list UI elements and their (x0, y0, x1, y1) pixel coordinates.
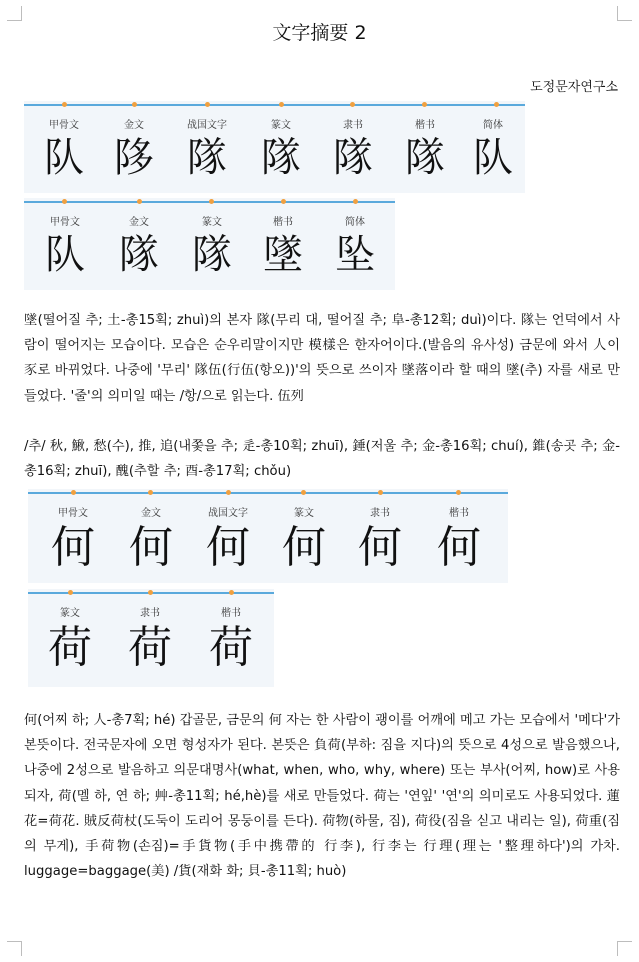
script-cell (461, 101, 525, 193)
explanation-paragraph (24, 434, 620, 484)
script-label: 篆文 (60, 608, 80, 619)
page-corner-mark (7, 941, 22, 956)
character-glyph: 何 (129, 522, 173, 573)
script-cell (30, 589, 110, 687)
script-label: 楷书 (273, 217, 293, 228)
script-cell (177, 198, 247, 290)
script-label: 篆文 (294, 508, 314, 519)
script-cell (189, 489, 267, 583)
script-label: 战国文字 (208, 508, 248, 519)
script-cell (169, 101, 245, 193)
script-label: 甲骨文 (49, 120, 79, 131)
script-cell (317, 101, 389, 193)
script-cell (190, 589, 272, 687)
script-cell (389, 101, 461, 193)
explanation-paragraph (24, 308, 620, 409)
script-label: 简体 (483, 120, 503, 131)
character-glyph: 隊 (405, 135, 445, 181)
script-label: 篆文 (202, 217, 222, 228)
script-label: 战国文字 (187, 120, 227, 131)
script-label: 简体 (345, 217, 365, 228)
character-glyph: 队 (45, 232, 85, 278)
script-cell (110, 589, 190, 687)
script-cell (101, 198, 177, 290)
script-cell (113, 489, 189, 583)
script-label: 隶书 (140, 608, 160, 619)
script-cell (245, 101, 317, 193)
character-glyph: 队 (473, 135, 513, 181)
script-label: 楷书 (415, 120, 435, 131)
character-glyph: 隊 (333, 135, 373, 181)
text-paragraph: 墜(떨어질 추; 土-총15획; zhuì)의 본자 隊(무리 대, 떨어질 추; 阜-총12획; duì)이다. 隊는 언덕에서 사람이 떨어지는 모습이다. 모습은 순우리말이지만 模樣은 한자어이다.(발음의 유사성) 금문에 와서 人이 豕로 바뀌었다. 나중에 '무리' 隊伍(行伍(항오))'의 뜻으로 쓰이자 墜落이라 할 때의 墜(추) 자를 새로 만들었다. '줄'의 의미일 때는 /항/으로 읽는다. 伍列 (24, 313, 620, 404)
character-glyph: 何 (437, 522, 481, 573)
character-glyph: 隊 (119, 232, 159, 278)
script-label: 楷书 (449, 508, 469, 519)
page-corner-mark (617, 941, 632, 956)
document-title: 文字摘要 2 (272, 22, 367, 44)
script-label: 篆文 (271, 120, 291, 131)
script-cell (247, 198, 319, 290)
character-evolution-strip (24, 101, 525, 193)
script-cell (319, 198, 391, 290)
character-glyph: 荷 (209, 622, 253, 673)
character-glyph: 坠 (335, 232, 375, 278)
script-cell (33, 489, 113, 583)
script-label: 甲骨文 (58, 508, 88, 519)
character-glyph: 荷 (128, 622, 172, 673)
character-glyph: 何 (206, 522, 250, 573)
script-cell (29, 198, 101, 290)
script-cell (29, 101, 99, 193)
character-glyph: 队 (44, 135, 84, 181)
character-glyph: 隊 (187, 135, 227, 181)
character-glyph: 何 (282, 522, 326, 573)
character-glyph: 陊 (114, 135, 154, 181)
explanation-paragraph (24, 708, 620, 884)
organization-name: 도정문자연구소 (530, 80, 618, 95)
script-cell (99, 101, 169, 193)
script-label: 金文 (124, 120, 144, 131)
character-glyph: 墜 (263, 232, 303, 278)
character-evolution-strip (28, 589, 274, 687)
character-glyph: 隊 (192, 232, 232, 278)
text-paragraph: 何(어찌 하; 人-총7획; hé) 갑골문, 금문의 何 자는 한 사람이 괭이를 어깨에 메고 가는 모습에서 '메다'가 본뜻이다. 전국문자에 오면 형성자가 된다. 본뜻은 負荷(부하: 짐을 지다)의 뜻으로 4성으로 발음했으나, 나중에 2성으로 발음하고 의문대명사(what, when, who, why, where) 또는 부사(어찌, how)로 사용되자, 荷(멜 하, 연 하; 艸-총11획; hé,hè)를 새로 만들었다. 荷는 '연잎' '연'의 의미로도 사용되었다. 蓮花=荷花. 賊反荷杖(도둑이 도리어 몽둥이를 든다). 荷物(하물, 짐), 荷役(짐을 싣고 내리는 일), 荷重(짐의 무게), 手荷物(손짐)=手貨物(手中携帶的 行李), 行李는 行理(理는 '整理하다')의 가차. luggage=baggage(美) /貨(재화 화; 貝-총11획; huò) (24, 713, 620, 880)
character-glyph: 何 (358, 522, 402, 573)
script-label: 金文 (141, 508, 161, 519)
script-label: 隶书 (370, 508, 390, 519)
character-evolution-strip (28, 489, 508, 583)
character-glyph: 何 (51, 522, 95, 573)
character-glyph: 隊 (261, 135, 301, 181)
script-label: 金文 (129, 217, 149, 228)
text-paragraph: /추/ 秋, 鰍, 愁(수), 推, 追(내쫓을 추; 辵-총10획; zhuī), 錘(저울 추; 金-총16획; chuí), 錐(송곳 추; 金-총16획; zhuī), 醜(추할 추; 酉-총17획; chǒu) (24, 439, 620, 480)
character-evolution-strip (24, 198, 395, 290)
script-cell (267, 489, 341, 583)
character-glyph: 荷 (48, 622, 92, 673)
script-cell (341, 489, 419, 583)
script-cell (419, 489, 499, 583)
script-label: 甲骨文 (50, 217, 80, 228)
script-label: 楷书 (221, 608, 241, 619)
script-label: 隶书 (343, 120, 363, 131)
